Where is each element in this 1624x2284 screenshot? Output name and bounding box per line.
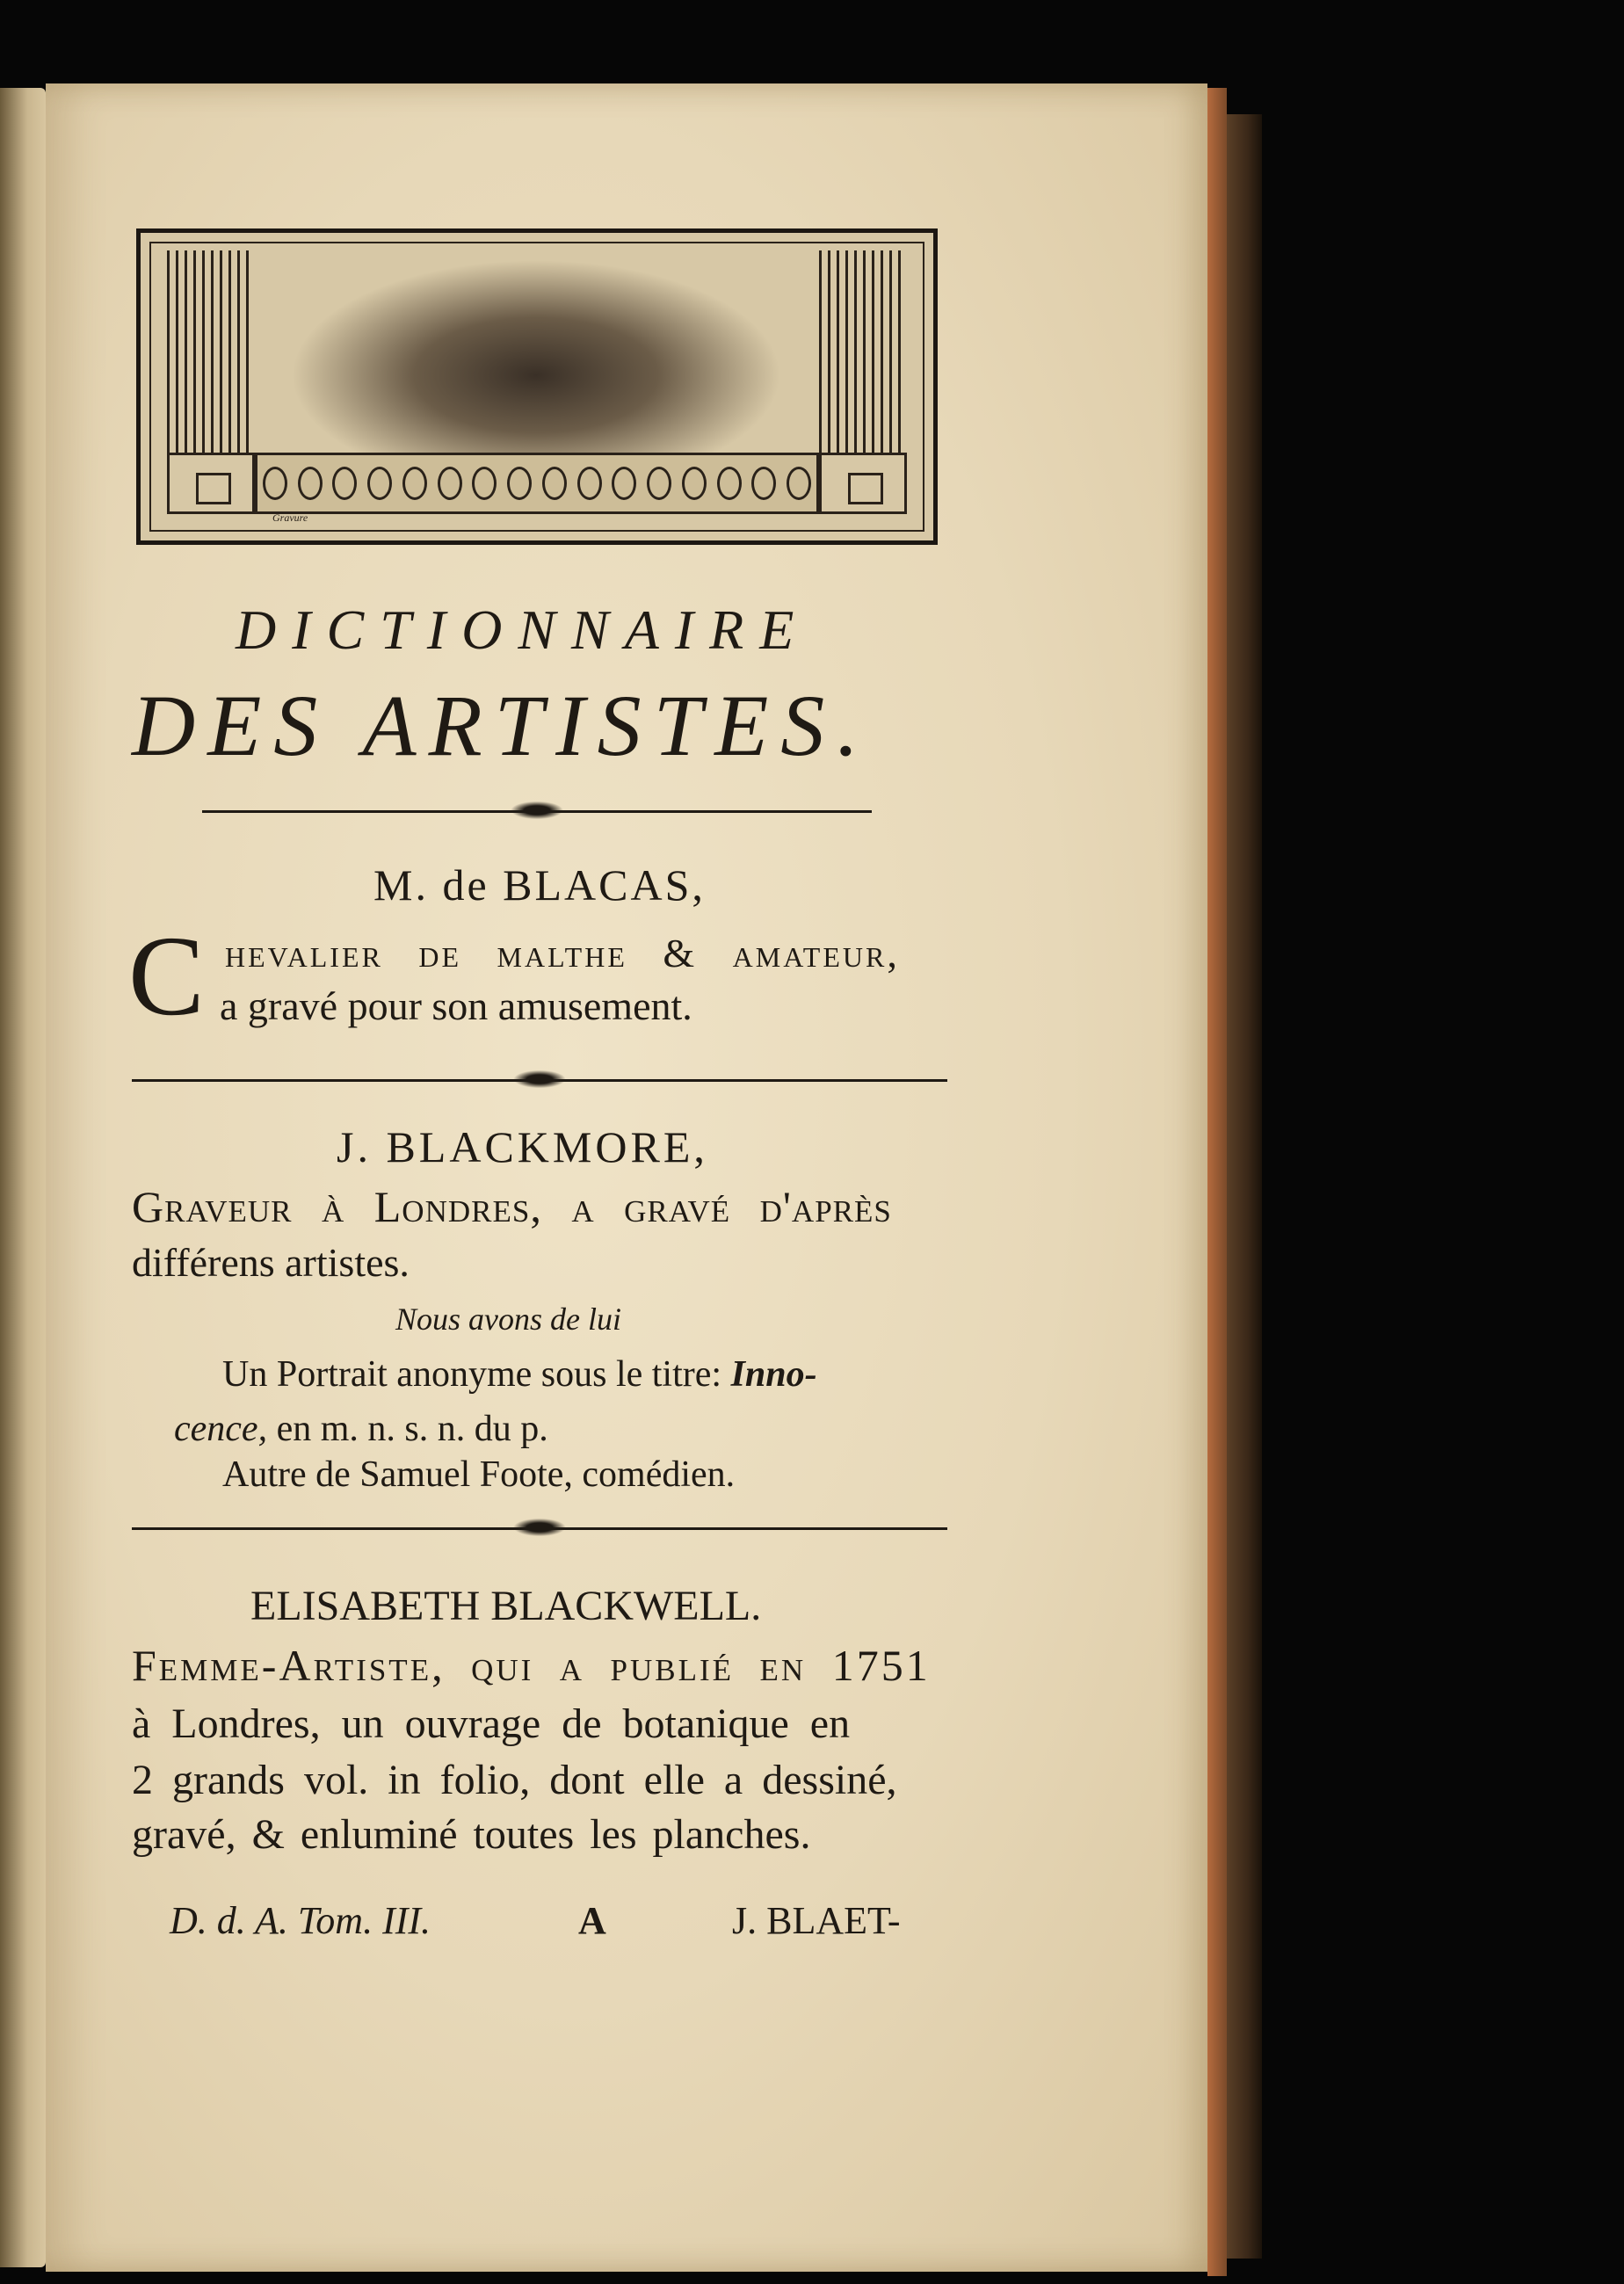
title-line-2: DES ARTISTES. — [132, 677, 872, 774]
title-line-1: DICTIONNAIRE — [236, 598, 810, 661]
frieze-ornament — [255, 453, 819, 514]
divider-rule — [202, 807, 872, 816]
engraver-signature: Gravure — [272, 511, 308, 524]
entry-text: hevalier de malthe & amateur, — [225, 931, 900, 975]
footer-catchword: J. BLAET- — [732, 1899, 901, 1942]
page-edge-red — [1207, 88, 1227, 2276]
entry-text: différens artistes. — [132, 1240, 410, 1285]
entry-text: Femme-Artiste, qui a publié en 1751 — [132, 1641, 931, 1690]
trophy-ornament — [290, 259, 782, 453]
entry-text: à Londres, un ouvrage de botanique en — [132, 1700, 851, 1747]
entry-subheading: Nous avons de lui — [395, 1302, 621, 1337]
entry-text: Un Portrait anonyme sous le titre: Inno- — [222, 1354, 817, 1395]
drop-cap: C — [128, 913, 205, 1040]
entry-heading: ELISABETH BLACKWELL. — [250, 1583, 762, 1629]
entry-heading: J. BLACKMORE, — [337, 1122, 708, 1171]
entry-text: 2 grands vol. in folio, dont elle a dessiné, — [132, 1757, 897, 1803]
entry-text: cence, en m. n. s. n. du p. — [174, 1409, 548, 1449]
facing-page-edge — [0, 88, 46, 2267]
entry-text: Graveur à Londres, a gravé d'après — [132, 1182, 892, 1231]
footer-volume: D. d. A. Tom. III. — [170, 1899, 431, 1942]
entry-text: gravé, & enluminé toutes les planches. — [132, 1811, 811, 1858]
engraved-headpiece — [136, 228, 938, 545]
divider-rule — [132, 1524, 947, 1533]
book-cover — [1227, 114, 1262, 2259]
entry-text: a gravé pour son amusement. — [220, 983, 692, 1028]
divider-rule — [132, 1076, 947, 1084]
footer-signature: A — [578, 1899, 606, 1942]
entry-heading: M. de BLACAS, — [373, 860, 706, 910]
entry-text: Autre de Samuel Foote, comédien. — [222, 1454, 736, 1495]
